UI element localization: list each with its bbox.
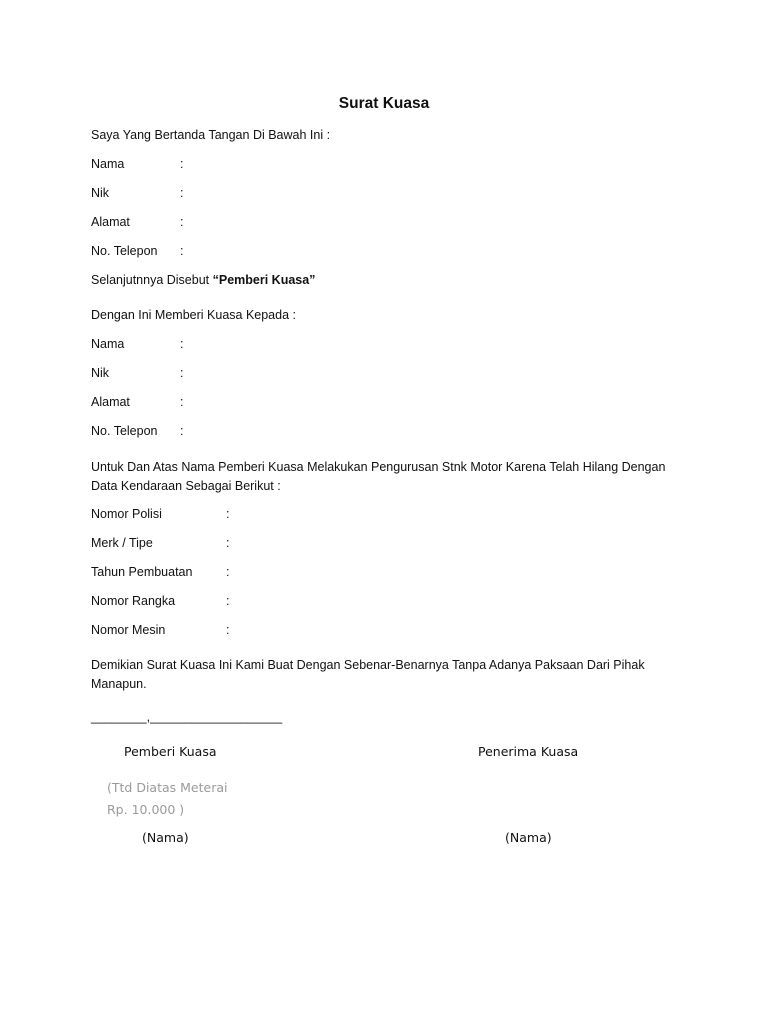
pemberi-name-placeholder: (Nama)	[142, 830, 189, 845]
vehicle-field-polisi: Nomor Polisi	[91, 507, 162, 521]
field-colon: :	[180, 157, 184, 171]
pemberi-field-alamat: Alamat	[91, 215, 130, 229]
intro2-text: Dengan Ini Memberi Kuasa Kepada :	[91, 308, 296, 322]
field-colon: :	[226, 565, 230, 579]
vehicle-field-tahun: Tahun Pembuatan	[91, 565, 193, 579]
field-colon: :	[226, 594, 230, 608]
designation-prefix: Selanjutnnya Disebut	[91, 273, 213, 287]
document-title: Surat Kuasa	[338, 95, 430, 112]
vehicle-field-mesin: Nomor Mesin	[91, 623, 166, 637]
penerima-field-nik: Nik	[91, 366, 110, 380]
field-colon: :	[180, 186, 184, 200]
stamp-note-line1: (Ttd Diatas Meterai	[107, 780, 228, 795]
intro-text: Saya Yang Bertanda Tangan Di Bawah Ini :	[91, 128, 331, 142]
vehicle-field-rangka: Nomor Rangka	[91, 594, 176, 608]
pemberi-field-nama: Nama	[91, 157, 125, 171]
penerima-field-telepon: No. Telepon	[91, 424, 158, 438]
pemberi-field-telepon: No. Telepon	[91, 244, 158, 258]
field-colon: :	[180, 424, 184, 438]
purpose-paragraph: Untuk Dan Atas Nama Pemberi Kuasa Melakukan Pengurusan Stnk Motor Karena Telah Hilang Dengan Data Kendaraan Sebagai Berikut :	[91, 460, 666, 493]
field-colon: :	[180, 244, 184, 258]
field-colon: :	[180, 395, 184, 409]
field-colon: :	[226, 507, 230, 521]
penerima-field-nama: Nama	[91, 337, 125, 351]
penerima-field-alamat: Alamat	[91, 395, 130, 409]
field-colon: :	[180, 215, 184, 229]
field-colon: :	[226, 623, 230, 637]
penerima-name-placeholder: (Nama)	[505, 830, 552, 845]
stamp-note-line2: Rp. 10.000 )	[107, 802, 185, 817]
designation-bold: “Pemberi Kuasa”	[212, 273, 316, 287]
closing-paragraph: Demikian Surat Kuasa Ini Kami Buat Dengan Sebenar-Benarnya Tanpa Adanya Paksaan Dari Pihak Manapun.	[91, 658, 645, 691]
field-colon: :	[226, 536, 230, 550]
pemberi-designation	[91, 273, 315, 287]
pemberi-kuasa-label: Pemberi Kuasa	[124, 744, 217, 759]
field-colon: :	[180, 337, 184, 351]
place-date-line: ________,___________________	[91, 710, 283, 724]
vehicle-field-merk: Merk / Tipe	[91, 536, 153, 550]
pemberi-field-nik: Nik	[91, 186, 110, 200]
field-colon: :	[180, 366, 184, 380]
penerima-kuasa-label: Penerima Kuasa	[478, 744, 579, 759]
